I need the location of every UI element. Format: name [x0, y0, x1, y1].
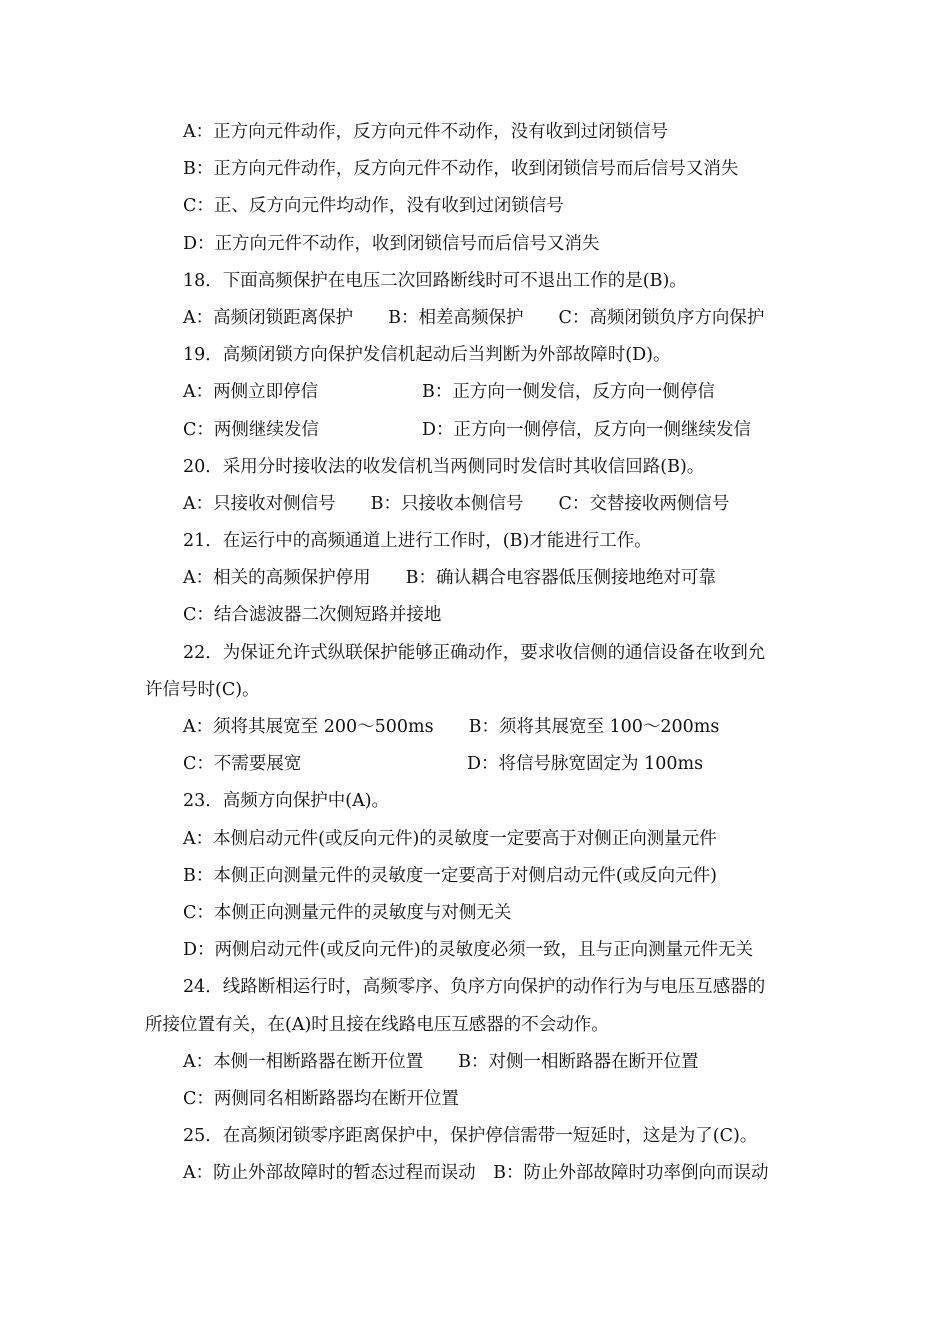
option-17a: A：正方向元件动作，反方向元件不动作，没有收到过闭锁信号	[183, 122, 669, 142]
option-17c: C：正、反方向元件均动作，没有收到过闭锁信号	[183, 196, 564, 217]
question-24-cont: 所接位置有关，在(A)时且接在线路电压互感器的不会动作。	[145, 1014, 609, 1035]
question-21: 21．在运行中的高频通道上进行工作时，(B)才能进行工作。	[183, 531, 652, 552]
document-body	[145, 114, 810, 1192]
options-25-ab: A：防止外部故障时的暂态过程而误动 B：防止外部故障时功率倒向而误动	[183, 1163, 769, 1184]
question-19: 19．高频闭锁方向保护发信机起动后当判断为外部故障时(D)。	[183, 345, 671, 366]
option-23a: A：本侧启动元件(或反向元件)的灵敏度一定要高于对侧正向测量元件	[183, 828, 717, 849]
question-22-cont: 许信号时(C)。	[145, 679, 260, 700]
option-23b: B：本侧正向测量元件的灵敏度一定要高于对侧启动元件(或反向元件)	[183, 865, 718, 886]
options-19-cd: C：两侧继续发信 D：正方向一侧停信，反方向一侧继续发信	[183, 419, 752, 440]
options-19-ab: A：两侧立即停信 B：正方向一侧发信，反方向一侧停信	[183, 382, 715, 403]
option-23d: D：两侧启动元件(或反向元件)的灵敏度必须一致，且与正向测量元件无关	[183, 940, 754, 961]
question-20: 20．采用分时接收法的收发信机当两侧同时发信时其收信回路(B)。	[183, 456, 705, 477]
option-24c: C：两侧同名相断路器均在断开位置	[183, 1088, 459, 1109]
options-20: A：只接收对侧信号 B：只接收本侧信号 C：交替接收两侧信号	[183, 493, 730, 514]
options-22-ab: A：须将其展宽至 200～500ms B：须将其展宽至 100～200ms	[183, 717, 720, 737]
options-18: A：高频闭锁距离保护 B：相差高频保护 C：高频闭锁负序方向保护	[183, 307, 765, 328]
option-23c: C：本侧正向测量元件的灵敏度与对侧无关	[183, 902, 512, 923]
question-25: 25．在高频闭锁零序距离保护中，保护停信需带一短延时，这是为了(C)。	[183, 1126, 758, 1147]
options-24-ab: A：本侧一相断路器在断开位置 B：对侧一相断路器在断开位置	[183, 1051, 699, 1072]
options-22-cd: C：不需要展宽 D：将信号脉宽固定为 100ms	[183, 754, 704, 775]
question-18: 18．下面高频保护在电压二次回路断线时可不退出工作的是(B)。	[183, 270, 687, 291]
option-17d: D：正方向元件不动作，收到闭锁信号而后信号又消失	[183, 233, 600, 254]
question-22: 22．为保证允许式纵联保护能够正确动作，要求收信侧的通信设备在收到允	[183, 642, 766, 663]
question-23: 23．高频方向保护中(A)。	[183, 791, 390, 812]
options-21-ab: A：相关的高频保护停用 B：确认耦合电容器低压侧接地绝对可靠	[183, 568, 716, 589]
question-24: 24．线路断相运行时，高频零序、负序方向保护的动作行为与电压互感器的	[183, 977, 766, 998]
option-17b: B：正方向元件动作，反方向元件不动作，收到闭锁信号而后信号又消失	[183, 159, 739, 180]
option-21c: C：结合滤波器二次侧短路并接地	[183, 605, 442, 626]
